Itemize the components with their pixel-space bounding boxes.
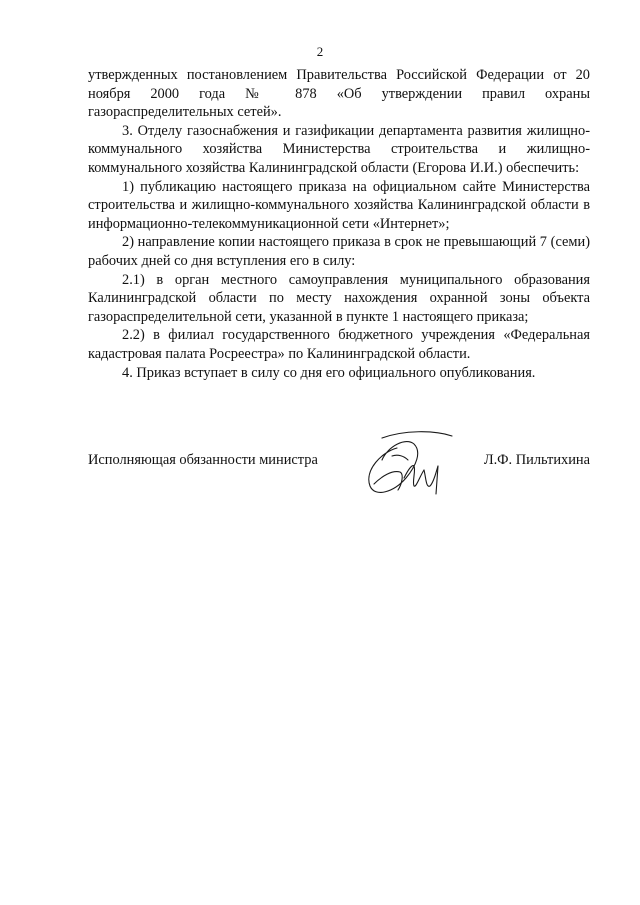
signatory-name: Л.Ф. Пильтихина [483, 452, 590, 468]
paragraph-item-4: 4. Приказ вступает в силу со дня его официального опубликования. [122, 364, 536, 381]
document-body [88, 66, 590, 382]
paragraph-continuation: утвержденных постановлением Правительства Российской Федерации от 20 ноября 2000 года № 878 «Об утверждении правил охраны газораспределительных сетей». [88, 67, 590, 121]
paragraph-item-2-2: 2.2) в филиал государственного бюджетного учреждения «Федеральная кадастровая палата Росреестра» по Калининградской области. [88, 327, 590, 362]
paragraph-item-3-2: 2) направление копии настоящего приказа в срок не превышающий 7 (семи) рабочих дней со дня вступления его в силу: [88, 234, 590, 269]
signatory-role: Исполняющая обязанности министра [88, 452, 318, 468]
page-number: 2 [316, 44, 324, 59]
paragraph-item-3-1: 1) публикацию настоящего приказа на официальном сайте Министерства строительства и жилищно-коммунального хозяйства Калининградской области в информационно-телекоммуникационной сети «Интернет»; [88, 178, 590, 232]
handwritten-signature [352, 426, 462, 506]
signature-block [88, 440, 590, 500]
paragraph-item-3: 3. Отделу газоснабжения и газификации департамента развития жилищно-коммунального хозяйства Министерства строительства и жилищно-коммунального хозяйства Калининградской области (Егорова И.И.) обеспечить: [88, 122, 590, 176]
paragraph-item-2-1: 2.1) в орган местного самоуправления муниципального образования Калининградской области по месту нахождения охранной зоны объекта газораспределительной сети, указанной в пункте 1 настоящего приказа; [88, 271, 590, 325]
